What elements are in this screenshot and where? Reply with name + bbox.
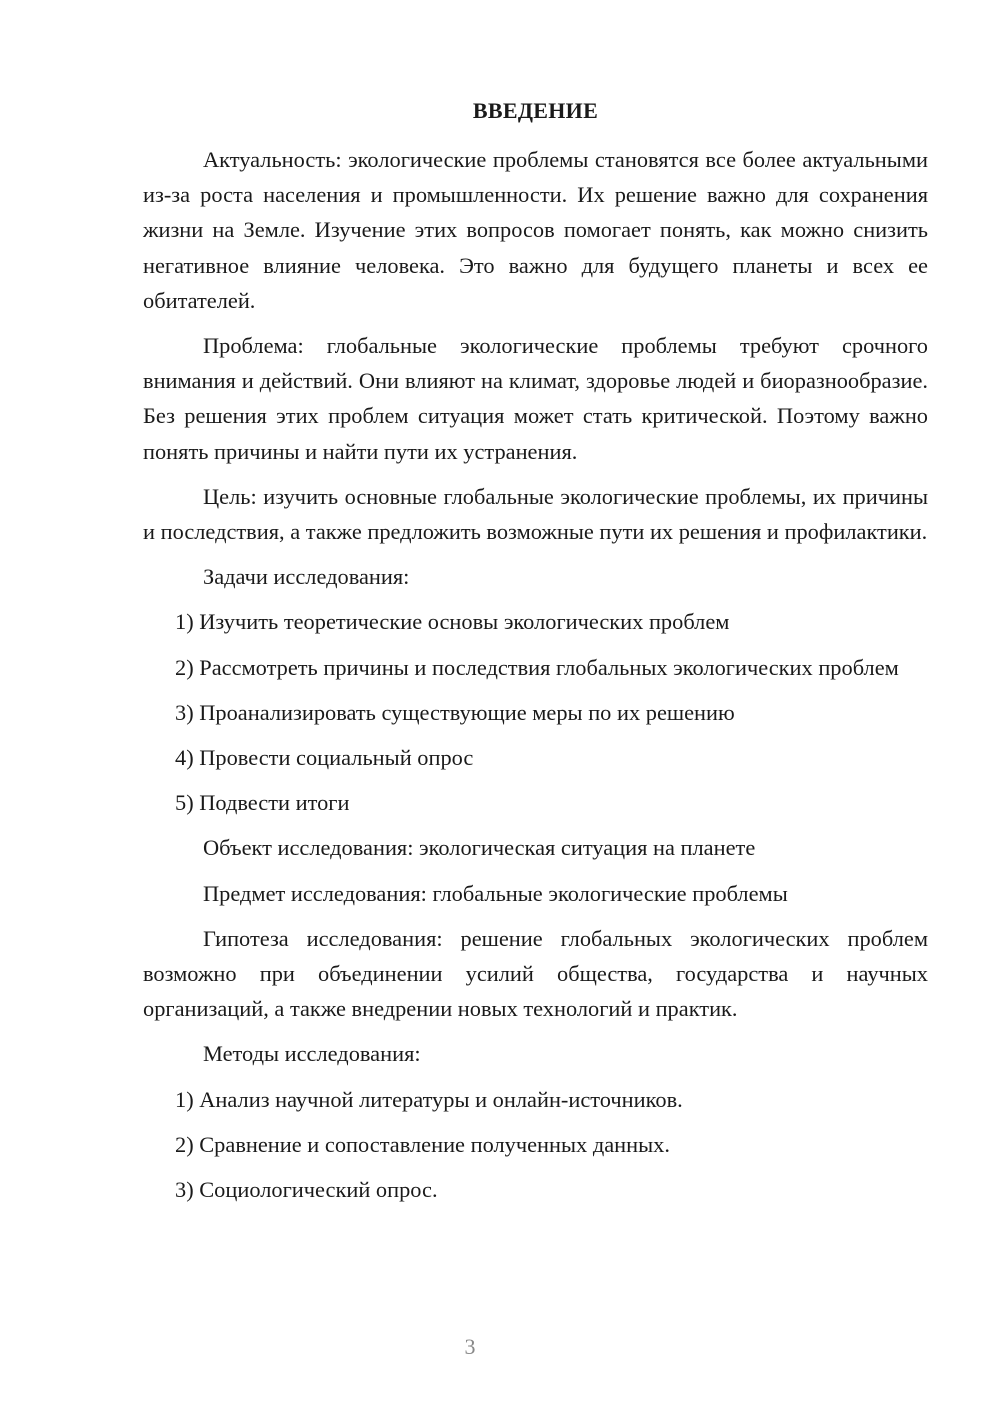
task-item: 4) Провести социальный опрос xyxy=(175,745,474,771)
task-item: 3) Проанализировать существующие меры по их решению xyxy=(175,699,735,725)
page-number: 3 xyxy=(464,1334,476,1359)
page-title: ВВЕДЕНИЕ xyxy=(472,98,599,123)
paragraph-problem: Проблема: глобальные экологические проблемы требуют срочного внимания и действий. Они влияют на климат, здоровье людей и биоразнообразие. Без решения этих проблем ситуация может стать критической. Поэтому важно понять причины и найти пути их устранения. xyxy=(143,333,928,464)
paragraph-hypothesis: Гипотеза исследования: решение глобальных экологических проблем возможно при объединении усилий общества, государства и научных организаций, а также внедрении новых технологий и практик. xyxy=(143,925,928,1022)
task-item: 5) Подвести итоги xyxy=(175,790,350,816)
paragraph-subject: Предмет исследования: глобальные экологические проблемы xyxy=(203,880,788,906)
task-item: 2) Рассмотреть причины и последствия глобальных экологических проблем xyxy=(175,654,899,680)
paragraph-relevance: Актуальность: экологические проблемы становятся все более актуальными из-за роста населения и промышленности. Их решение важно для сохранения жизни на Земле. Изучение этих вопросов помогает понять, как можно снизить негативное влияние человека. Это важно для будущего планеты и всех ее обитателей. xyxy=(143,147,928,313)
tasks-heading: Задачи исследования: xyxy=(203,564,410,590)
task-item: 1) Изучить теоретические основы экологических проблем xyxy=(175,609,730,635)
paragraph-object: Объект исследования: экологическая ситуация на планете xyxy=(203,835,756,861)
method-item: 3) Социологический опрос. xyxy=(175,1177,438,1203)
method-item: 2) Сравнение и сопоставление полученных данных. xyxy=(175,1131,670,1157)
method-item: 1) Анализ научной литературы и онлайн-источников. xyxy=(175,1086,683,1112)
methods-heading: Методы исследования: xyxy=(203,1041,421,1067)
paragraph-goal: Цель: изучить основные глобальные экологические проблемы, их причины и последствия, а также предложить возможные пути их решения и профилактики. xyxy=(143,483,928,545)
document-body xyxy=(143,142,928,1217)
